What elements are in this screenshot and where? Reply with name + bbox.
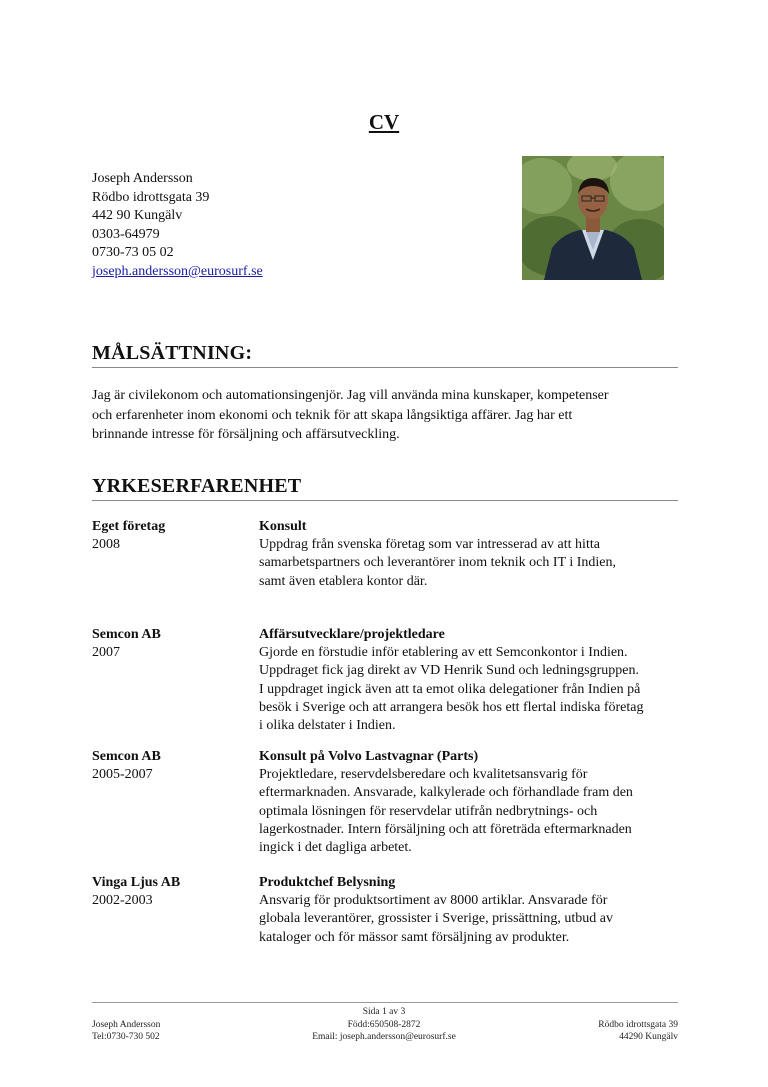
footer-left xyxy=(92,1006,160,1044)
job-company: Vinga Ljus AB xyxy=(92,875,181,890)
contact-block xyxy=(92,170,263,282)
job-role: Konsult xyxy=(259,519,307,534)
job-description-line: I uppdraget ingick även att ta emot olika delegationer från Indien på xyxy=(259,681,641,697)
job-description-line: samarbetspartners och leverantörer inom teknik och IT i Indien, xyxy=(259,555,617,571)
job-company: Eget företag xyxy=(92,519,166,534)
job-description-line: optimala lösningen för reservdelar utifrån nedbrytnings- och xyxy=(259,803,598,819)
footer-born: Född:650508-2872 xyxy=(347,1019,421,1030)
job-company: Semcon AB xyxy=(92,749,161,764)
contact-email-link[interactable]: joseph.andersson@eurosurf.se xyxy=(92,263,263,279)
experience-heading: YRKESERFARENHET xyxy=(92,475,678,501)
objective-text xyxy=(92,386,682,445)
job-role: Konsult på Volvo Lastvagnar (Parts) xyxy=(259,749,479,764)
job-description-line: Uppdraget fick jag direkt av VD Henrik Sund och ledningsgruppen. xyxy=(259,663,639,679)
footer-email: Email: joseph.andersson@eurosurf.se xyxy=(312,1032,456,1042)
job-years: 2008 xyxy=(92,537,120,553)
contact-street: Rödbo idrottsgata 39 xyxy=(92,189,210,205)
profile-photo-illustration xyxy=(522,156,664,280)
job-description-line: ingick i det dagliga arbetet. xyxy=(259,840,412,856)
job-description-line: samt även etablera kontor där. xyxy=(259,573,428,589)
job-description-line: i olika delstater i Indien. xyxy=(259,718,396,734)
objective-line: och erfarenheter inom ekonomi och teknik för att skapa långsiktiga affärer. Jag har ett xyxy=(92,407,573,423)
job-description-line: Ansvarig för produktsortiment av 8000 artiklar. Ansvarade för xyxy=(259,893,608,909)
contact-phone-home: 0303-64979 xyxy=(92,226,160,242)
job-description-line: Projektledare, reservdelsberedare och kvalitetsansvarig för xyxy=(259,767,588,783)
job-role: Produktchef Belysning xyxy=(259,875,396,890)
profile-photo xyxy=(522,156,664,280)
contact-name: Joseph Andersson xyxy=(92,171,193,186)
job-description-line: Uppdrag från svenska företag som var intresserad av att hitta xyxy=(259,537,600,553)
objective-line: brinnande intresse för försäljning och affärsutveckling. xyxy=(92,427,400,442)
footer-phone: Tel:0730-730 502 xyxy=(92,1032,160,1042)
job-description-line: kataloger och för mässor samt försäljning av produkter. xyxy=(259,929,570,945)
job-description-line: lagerkostnader. Intern försäljning och att företräda eftermarknaden xyxy=(259,821,632,837)
footer-center xyxy=(230,1006,538,1044)
document-title: CV xyxy=(368,110,400,134)
job-years: 2002-2003 xyxy=(92,893,153,909)
footer-postal: 44290 Kungälv xyxy=(619,1032,678,1042)
job-years: 2007 xyxy=(92,645,120,661)
footer-divider xyxy=(92,1002,678,1003)
contact-postal: 442 90 Kungälv xyxy=(92,208,183,224)
job-description-line: globala leverantörer, grossister i Sverige, prissättning, utbud av xyxy=(259,911,614,927)
objective-heading: MÅLSÄTTNING: xyxy=(92,342,678,368)
footer-name: Joseph Andersson xyxy=(92,1019,161,1030)
job-role: Affärsutvecklare/projektledare xyxy=(259,627,445,642)
job-description-line: eftermarknaden. Ansvarade, kalkylerade och förhandlade fram den xyxy=(259,785,633,801)
objective-line: Jag är civilekonom och automationsingenjör. Jag vill använda mina kunskaper, kompetenser xyxy=(92,388,609,403)
footer-page-number: Sida 1 av 3 xyxy=(362,1007,406,1017)
job-description-line: besök i Sverige och att arrangera besök hos ett flertal indiska företag xyxy=(259,699,644,715)
contact-phone-mobile: 0730-73 05 02 xyxy=(92,245,174,261)
job-years: 2005-2007 xyxy=(92,767,153,783)
footer-right xyxy=(598,1006,678,1044)
job-company: Semcon AB xyxy=(92,627,161,642)
footer-street: Rödbo idrottsgata 39 xyxy=(598,1019,678,1030)
job-description-line: Gjorde en förstudie inför etablering av ett Semconkontor i Indien. xyxy=(259,645,628,661)
